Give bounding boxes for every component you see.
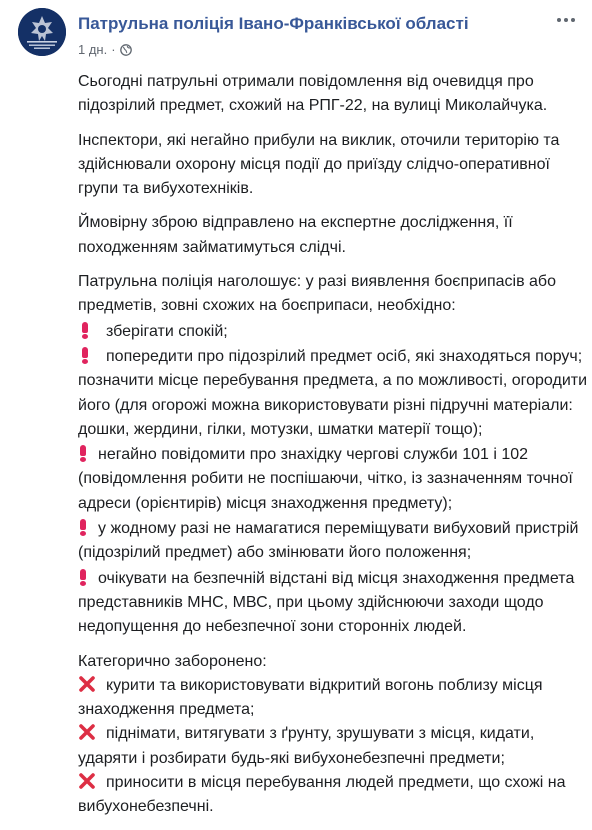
exclamation-icon [78,319,106,343]
text-line: походженням займатимуться слідчі. [78,238,346,256]
text-line: (підозрілий предмет) або змінювати його положення; [78,544,472,562]
paragraph-5 [78,650,578,820]
meta-separator: · [111,42,116,57]
text-line: Категорично заборонено: [78,652,267,670]
text-line: Ймовірну зброю відправлено на експертне дослідження, її [78,214,513,232]
list-item-text: очікувати на безпечній відстані від місця знаходження предмета [98,569,575,587]
list-item-text: піднімати, витягувати з ґрунту, зрушувати з місця, кидати, [106,725,535,743]
list-item-text: попередити про підозрілий предмет осіб, які знаходяться поруч; [106,347,583,365]
list-item [78,442,578,467]
exclamation-icon [78,516,98,540]
text-line: (повідомлення робити не поспішаючи, чітко, із зазначенням точної [78,470,573,488]
post-body [78,70,588,830]
text-line: представників МНС, МВС, при цьому здійснюючи заходи щодо [78,593,544,611]
page-avatar[interactable] [18,8,66,56]
paragraph-2 [78,129,578,202]
text-line: Інспектори, які негайно прибули на виклик, оточили територію та [78,131,560,149]
exclamation-icon [78,566,98,590]
list-item-text: курити та використовувати відкритий вогонь поблизу місця [106,676,543,694]
list-item [78,319,578,344]
text-line: ударяти і розбирати будь-які вибухонебезпечні предмети; [78,749,505,767]
paragraph-4 [78,270,588,639]
cross-mark-icon [78,675,106,693]
cross-mark-icon [78,723,106,741]
paragraph-1 [78,70,578,119]
post-header [18,8,578,64]
text-line: адреси (орієнтирів) місця знаходження предмету); [78,494,453,512]
text-line: дошки, жердини, гілки, мотузки, шматки матерії тощо); [78,420,483,438]
list-item [78,722,578,746]
globe-icon[interactable] [120,44,132,56]
post-timestamp[interactable]: 1 дн. [78,42,108,57]
cross-mark-icon [78,772,106,790]
post-meta [78,42,132,57]
text-line: Сьогодні патрульні отримали повідомлення від очевидця про [78,73,534,90]
list-item [78,516,578,541]
text-line: знаходження предмета; [78,701,255,719]
text-line: групи та вибухотехніків. [78,180,254,198]
list-item-text: приносити в місця перебування людей предмети, що схожі на [106,774,566,792]
text-line: здійснювали охорону місця події до приїзду слідчо-оперативної [78,155,550,173]
list-item [78,566,578,591]
text-line: Патрульна поліція наголошує: у разі виявлення боєприпасів або [78,273,556,291]
list-item-text: зберігати спокій; [106,322,228,340]
paragraph-3 [78,211,578,260]
exclamation-icon [78,442,98,466]
list-item [78,771,578,795]
list-item [78,344,583,369]
text-line: його (для огорожі можна використовувати різні підручні матеріали: [78,396,573,414]
more-options-icon[interactable] [554,10,578,30]
text-line: підозрілий предмет, схожий на РПГ-22, на вулиці Миколайчука. [78,97,548,115]
police-badge-icon [18,8,66,56]
list-item [78,674,578,698]
text-line: недопущення до небезпечної зони сторонніх людей. [78,618,467,636]
text-line: вибухонебезпечні. [78,798,214,816]
page-name-link[interactable]: Патрульна поліція Івано-Франківської області [78,14,469,33]
exclamation-icon [78,344,106,368]
text-line: предметів, зовні схожих на боєприпаси, необхідно: [78,297,456,315]
list-item-text: негайно повідомити про знахідку чергові служби 101 і 102 [98,446,529,464]
list-item-text: у жодному разі не намагатися переміщувати вибуховий пристрій [98,520,579,538]
text-line: позначити місце перебування предмета, а по можливості, огородити [78,372,588,390]
